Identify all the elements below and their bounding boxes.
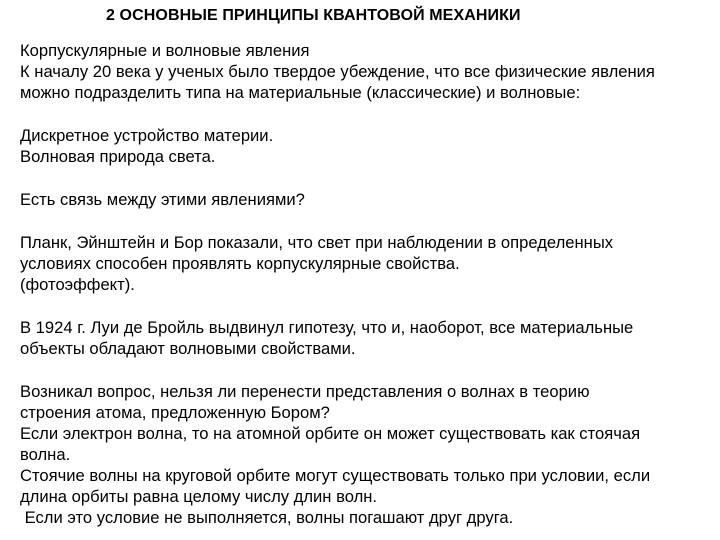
text-line: условиях способен проявлять корпускулярные свойства.: [20, 254, 460, 273]
text-line: можно подразделить типа на материальные (классические) и волновые:: [20, 83, 581, 102]
paragraph-intro: [20, 40, 718, 103]
paragraph-question: [20, 189, 718, 210]
paragraph-spacer: [20, 210, 718, 232]
text-line: объекты обладают волновыми свойствами.: [20, 339, 356, 358]
text-line: Возникал вопрос, нельзя ли перенести представления о волнах в теорию: [20, 382, 590, 401]
text-line: Если электрон волна, то на атомной орбите он может существовать как стоячая: [20, 424, 641, 443]
paragraph-de-broglie: [20, 317, 718, 359]
paragraph-spacer: [20, 359, 718, 381]
text-line: (фотоэффект).: [20, 275, 135, 294]
paragraph-spacer: [20, 167, 718, 189]
paragraph-standing-waves: [20, 381, 718, 528]
text-line: волна.: [20, 445, 71, 464]
paragraph-planck: [20, 232, 718, 295]
paragraph-spacer: [20, 295, 718, 317]
paragraph-spacer: [20, 103, 718, 125]
text-line: Корпускулярные и волновые явления: [20, 41, 310, 60]
text-line: Волновая природа света.: [20, 147, 216, 166]
text-line: Стоячие волны на круговой орбите могут существовать только при условии, если: [20, 466, 651, 485]
text-line: Если это условие не выполняется, волны погашают друг друга.: [20, 508, 514, 527]
text-line: К началу 20 века у ученых было твердое убеждение, что все физические явления: [20, 62, 655, 81]
document-body: [20, 40, 718, 528]
text-line: длина орбиты равна целому числу длин волн.: [20, 487, 378, 506]
text-line: Планк, Эйнштейн и Бор показали, что свет при наблюдении в определенных: [20, 233, 614, 252]
text-line: строения атома, предложенную Бором?: [20, 403, 330, 422]
paragraph-types: [20, 125, 718, 167]
text-line: В 1924 г. Луи де Бройль выдвинул гипотезу, что и, наоборот, все материальные: [20, 318, 634, 337]
page-title: 2 ОСНОВНЫЕ ПРИНЦИПЫ КВАНТОВОЙ МЕХАНИКИ: [106, 7, 521, 24]
text-line: Есть связь между этими явлениями?: [20, 190, 305, 209]
text-line: Дискретное устройство материи.: [20, 126, 274, 145]
